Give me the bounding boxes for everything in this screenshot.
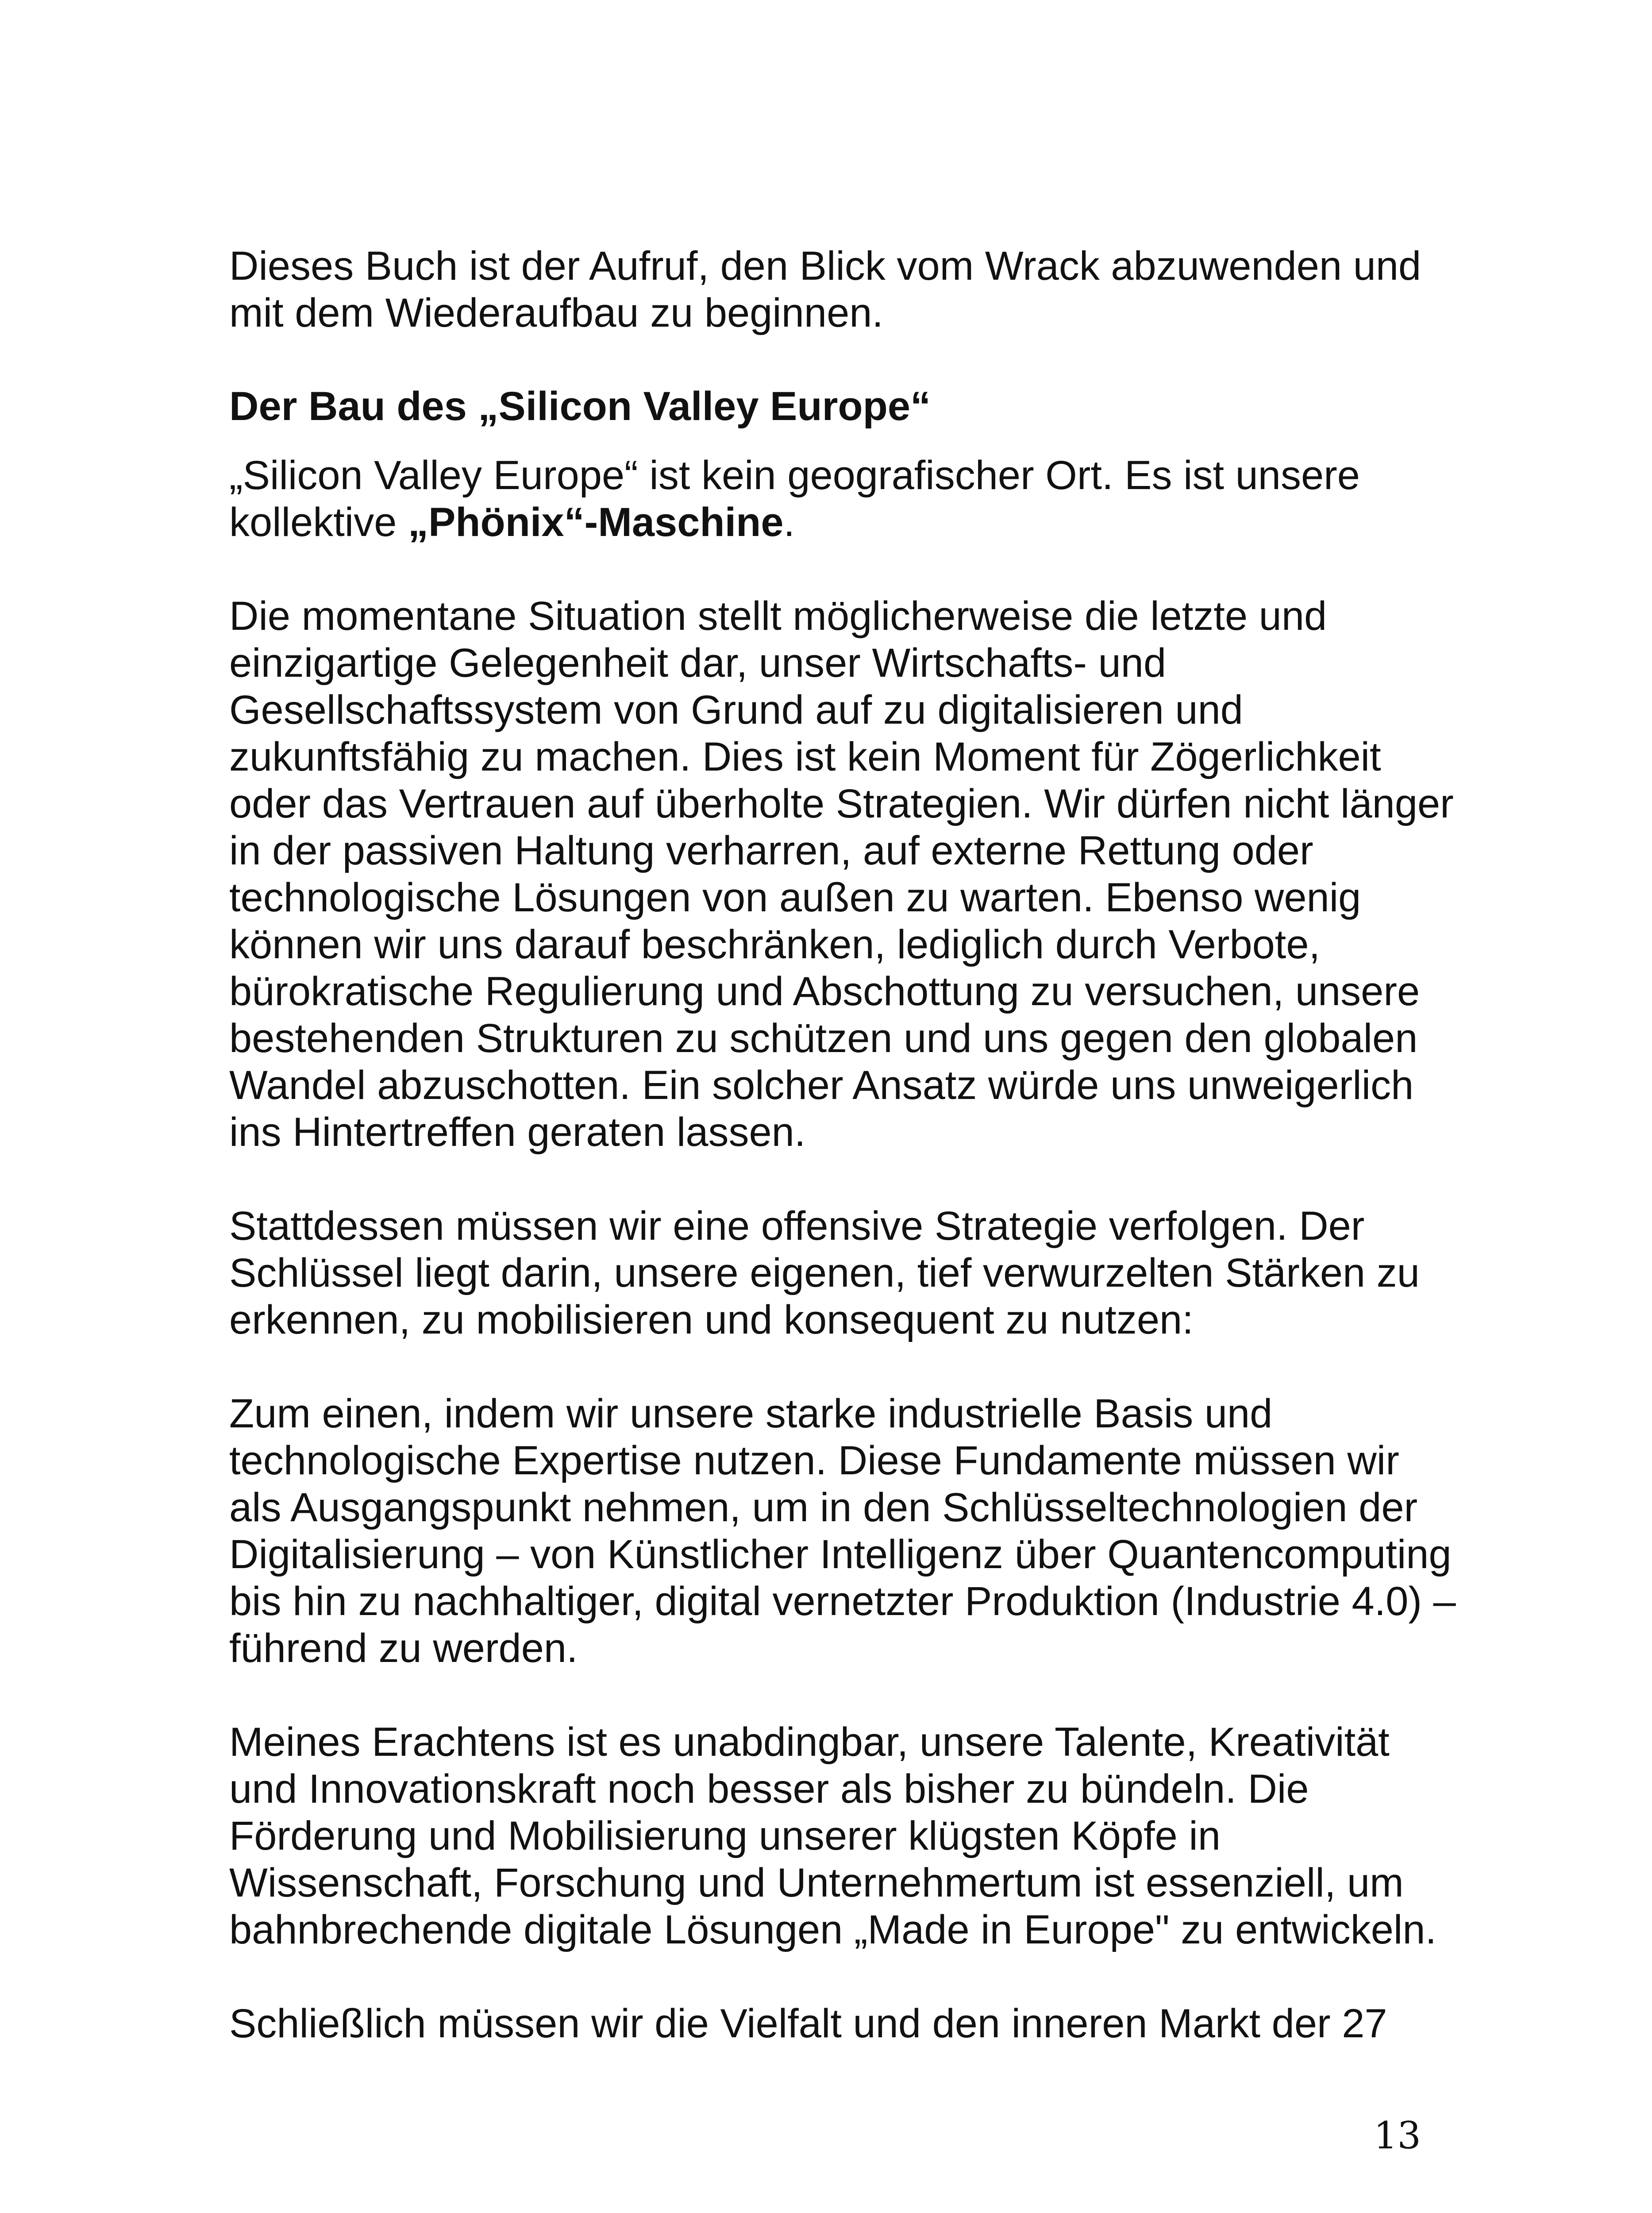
paragraph-phoenix (229, 452, 1459, 546)
intro-paragraph: Dieses Buch ist der Aufruf, den Blick vom Wrack abzuwenden und mit dem Wiederaufbau zu beginnen. (229, 243, 1421, 335)
paragraph-industrial-base: Zum einen, indem wir unsere starke industrielle Basis und technologische Expertise nutzen. Diese Fundamente müssen wir als Ausgangspunkt nehmen, um in den Schlüsseltechnologien der Digitalisierung – von Künstlicher Intelligenz über Quantencomputing bis hin zu nachhaltiger, digital vernetzter Produktion (Industrie 4.0) – führend zu werden. (229, 1391, 1456, 1671)
paragraph-diversity: Schließlich müssen wir die Vielfalt und den inneren Markt der 27 (229, 2001, 1387, 2046)
paragraph-phoenix-end: . (783, 500, 795, 545)
page-number: 13 (1374, 2114, 1421, 2157)
body-text (229, 243, 1459, 2047)
paragraph-strategy: Stattdessen müssen wir eine offensive Strategie verfolgen. Der Schlüssel liegt darin, unsere eigenen, tief verwurzelten Stärken zu erkennen, zu mobilisieren und konsequent zu nutzen: (229, 1203, 1420, 1342)
paragraph-talents: Meines Erachtens ist es unabdingbar, unsere Talente, Kreativität und Innovationskraft noch besser als bisher zu bündeln. Die Förderung und Mobilisierung unserer klügsten Köpfe in Wissenschaft, Forschung und Unternehmertum ist essenziell, um bahnbrechende digitale Lösungen „Made in Europe" zu entwickeln. (229, 1720, 1437, 1952)
paragraph-situation: Die momentane Situation stellt möglicherweise die letzte und einzigartige Gelegenheit dar, unser Wirtschafts- und Gesellschaftssystem von Grund auf zu digitalisieren und zukunftsfähig zu machen. Dies ist kein Moment für Zögerlichkeit oder das Vertrauen auf überholte Strategien. Wir dürfen nicht länger in der passiven Haltung verharren, auf externe Rettung oder technologische Lösungen von außen zu warten. Ebenso wenig können wir uns darauf beschränken, lediglich durch Verbote, bürokratische Regulierung und Abschottung zu versuchen, unsere bestehenden Strukturen zu schützen und uns gegen den globalen Wandel abzuschotten. Ein solcher Ansatz würde uns unweigerlich ins Hintertreffen geraten lassen. (229, 594, 1454, 1155)
phoenix-emphasis: „Phönix“-Maschine (408, 500, 784, 545)
section-heading: Der Bau des „Silicon Valley Europe“ (229, 384, 931, 429)
paragraph-phoenix-text: „Silicon Valley Europe“ ist kein geografischer Ort. Es ist unsere kollektive (229, 453, 1360, 545)
